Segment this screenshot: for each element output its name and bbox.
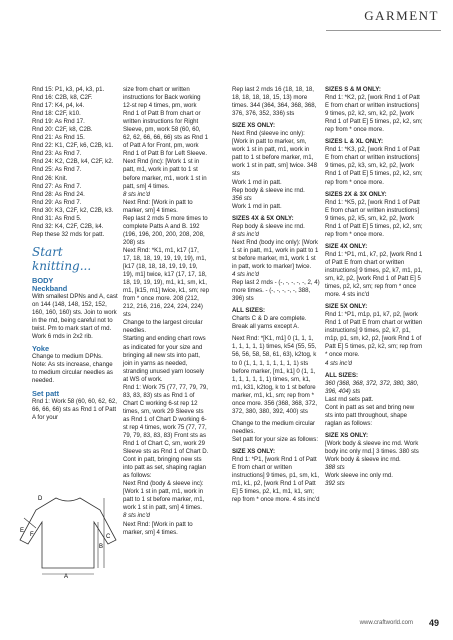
paragraph: 8 sts inc'd [123, 512, 150, 520]
set-patt-rnd1: Rnd 1: Work 58 (60, 60, 62, 62, 66, 66, 66) sts as Rnd 1 of Patt A for your [32, 397, 117, 421]
neckband-text: With smallest DPNs and A, cast on 144 (148, 148, 152, 152, 160, 160, 160) sts. Join to work in the rnd, being careful not to twist. Pm to mark start of rnd. [32, 292, 118, 333]
column-3 [232, 86, 320, 504]
paragraph: Next Rnd: [Work in patt to marker, sm] 4 times. [123, 520, 193, 536]
neckband-rib: Work 6 rnds in 2x2 rib. [32, 333, 93, 341]
round-row: Rnd 23: As Rnd 7. [32, 150, 82, 158]
paragraph: Rep body & sleeve inc rnd. [232, 186, 305, 194]
round-row: Rnd 19: As Rnd 17. [32, 118, 85, 126]
yoke-heading: Yoke [32, 344, 50, 354]
start-knitting-heading: Start knitting... [32, 244, 92, 273]
round-row: Rnd 26: Knit. [32, 174, 68, 182]
round-row: Rnd 20: C2F, k8, C2B. [32, 126, 93, 134]
header [343, 0, 453, 26]
paragraph: 392 sts [325, 480, 345, 488]
round-row: Rnd 17: K4, p4, k4. [32, 102, 85, 110]
round-list [32, 86, 118, 239]
paragraph: Cont in patt as set and bring new sts into patt throughout, shape raglan as follows: [325, 403, 415, 427]
paragraph: 4 sts inc'd [325, 359, 352, 367]
diagram-label-d: D [38, 496, 43, 502]
round-row: Rnd 21: As Rnd 15. [32, 134, 85, 142]
paragraph: Charts C & D are complete. Break all yarns except A. [232, 315, 307, 331]
column-4 [325, 86, 423, 488]
paragraph: Rep last 2 rnds 5 more times to complete Patts A and B. 192 (196, 196, 200, 200, 208, 208, 208) sts [123, 214, 208, 246]
diagram-label-c: C [106, 534, 111, 540]
paragraph: Rnd 1: *K2, p2, [work Rnd 1 of Patt E from chart or written instructions] 9 times, p2, k2, sm, k2, p2, [work Rnd 1 of Patt E] 5 times, p2, k2, sm; rep from * once more. [325, 94, 423, 134]
paragraph: Rnd 1: *K5, p2, [work Rnd 1 of Patt E from chart or written instructions] 9 times, p2, k5, sm, k2, p2, [work Rnd 1 of Patt E] 5 times, p2, k2, sm; rep from * once more. [325, 198, 423, 238]
neckband-heading: Neckband [32, 283, 68, 293]
size-heading: SIZES L & XL ONLY: [325, 138, 384, 146]
paragraph: [Work body & sleeve inc rnd. Work body inc only rnd.] 3 times. 380 sts [325, 439, 419, 455]
size-heading: SIZES 2X & 3X ONLY: [325, 190, 387, 198]
round-row: Rnd 24: K2, C2B, k4, C2F, k2. [32, 158, 114, 166]
paragraph: 8 sts inc'd [232, 230, 259, 238]
diagram-label-e: E [20, 528, 25, 534]
round-row: Rep these 32 rnds for patt. [32, 230, 105, 238]
paragraph: size from chart or written instructions for Back working 12-st rep 4 times, pm, work Rnd 1 of Patt B from chart or written instructions for Right Sleeve, pm, work 58 (60, 60, 62, 62, 66, 66, 66) sts as Rnd 1 of Patt A for Front, pm, work Rnd 1 of Patt B for Left Sleeve. [123, 86, 209, 158]
size-heading: SIZE 4X ONLY: [325, 242, 368, 250]
paragraph: Rnd 1: *K3, p2, [work Rnd 1 of Patt E from chart or written instructions] 9 times, p2, k3, sm, k2, p2, [work Rnd 1 of Patt E] 5 times, p2, k2, sm; rep from * once more. [325, 146, 423, 186]
size-heading: SIZES 4X & 5X ONLY: [232, 214, 294, 222]
size-heading: ALL SIZES: [232, 307, 266, 315]
paragraph: Work 1 rnd in patt. [232, 178, 282, 186]
round-row: Rnd 15: P1, k3, p4, k3, p1. [32, 86, 105, 93]
paragraph: Next Rnd: [Work in patt to marker, sm] 4 times. [123, 198, 193, 214]
column-1 [32, 86, 118, 422]
yoke-note: Note: As sts increase, change to medium circular needles as needed. [32, 361, 113, 385]
paragraph: Work body & sleeve inc rnd. [325, 456, 401, 464]
size-heading: SIZE XS ONLY: [232, 447, 276, 455]
paragraph: Next Rnd (body & sleeve inc): [Work 1 st in patt, m1, work in patt to 1 st before marker, m1, work 1 st in patt, sm] 4 times. [123, 480, 205, 512]
round-row: Rnd 25: As Rnd 7. [32, 166, 82, 174]
paragraph: Next Rnd (inc): [Work 1 st in patt, m1, work in patt to 1 st before marker, m1, work 1 st in patt, sm] 4 times. [123, 158, 207, 190]
round-row: Rnd 32: K4, C2F, C2B, k4. [32, 222, 104, 230]
paragraph: Rep last 2 rnds - (-, -, -, -, -, 2, 4) more times. - (-, -, -, -, -, 388, 396) sts [232, 279, 320, 303]
diagram-label-f: F [30, 532, 34, 538]
paragraph: Change to the largest circular needles. [123, 319, 203, 335]
round-row: Rnd 18: C2F, k10. [32, 110, 81, 118]
paragraph: Work sleeve inc only rnd. [325, 472, 393, 480]
paragraph: Next Rnd (body inc only): [Work 1 st in patt, m1, work in patt to 1 st before marker, m1, work 1 st in patt, work to marker] twice. [232, 238, 319, 270]
page-number: 49 [428, 618, 439, 628]
paragraph: 8 sts inc'd [123, 190, 150, 198]
paragraph: Cont in patt, bringing new sts into patt as set, shaping raglan as follows: [123, 456, 206, 480]
paragraph: Next Rnd: *K1, m1, k17 (17, 17, 18, 18, 19, 19, 19, 19), m1, [k17 (18, 18, 18, 19, 19, 19, 19), m1] twice, k17 (17, 17, 18, 18, 19, 19, 19), m1, k1, sm, k1, m1, [k15, m1] twice, k1, sm; rep from * once more. 208 (212, 212, 216, 216, 224, 224, 224) sts [123, 246, 210, 319]
round-row: Rnd 27: As Rnd 7. [32, 182, 82, 190]
size-heading: SIZE 5X ONLY: [325, 303, 368, 311]
size-heading: SIZE XS ONLY: [325, 431, 369, 439]
paragraph: Rnd 1: *P1, [work Rnd 1 of Patt E from chart or written instructions] 9 times, p1, sm, k1, m1, k1, p2, [work Rnd 1 of Patt E] 5 times, p2, k1, m1, k1, sm; rep from * once more. 4 sts inc'd [232, 456, 320, 504]
paragraph: Rep last 2 rnds 16 (18, 18, 18, 18, 18, 18, 18, 15, 13) more times. 344 (364, 364, 368, 368, 376, 376, 352, 336) sts [232, 86, 317, 118]
footer-url: www.craftworld.com [359, 620, 413, 626]
paragraph: 356 sts [232, 194, 252, 202]
round-row: Rnd 22: K1, C2F, k6, C2B, k1. [32, 142, 114, 150]
paragraph: 4 sts inc'd [232, 271, 259, 279]
paragraph: Starting and ending chart rows as indicated for your size and bringing all new sts into patt, join in yarns as needed, stranding unused yarn loosely at WS of work. [123, 335, 206, 383]
size-heading: SIZE XS ONLY: [232, 122, 276, 130]
round-row: Rnd 28: As Rnd 24. [32, 190, 85, 198]
size-heading: ALL SIZES: [325, 371, 359, 379]
body-heading: BODY [32, 275, 54, 285]
paragraph: Work 1 rnd in patt. [232, 202, 282, 210]
yoke-text: Change to medium DPNs. [32, 353, 103, 361]
paragraph: Rnd 1: Work 75 (77, 77, 79, 79, 83, 83, 83) sts as Rnd 1 of Chart C working 6-st rep 12 times, sm, work 29 Sleeve sts as Rnd 1 of Chart D working 6-st rep 4 times, work 75 (77, 77, 79, 79, 83, 83, 83) Front sts as Rnd 1 of Chart C, sm, work 29 Sleeve sts as Rnd 1 of Chart D. [123, 383, 209, 456]
paragraph: Last rnd sets patt. [325, 395, 374, 403]
paragraph: Rep body & sleeve inc rnd. [232, 222, 305, 230]
round-row: Rnd 29: As Rnd 7. [32, 198, 82, 206]
set-patt-heading: Set patt [32, 388, 60, 398]
size-heading: SIZES S & M ONLY: [325, 86, 381, 93]
round-row: Rnd 16: C2B, k8, C2F. [32, 94, 93, 102]
paragraph: Rnd 1: *P1, m1p, p1, k7, p2, [work Rnd 1 of Patt E from chart or written instructions] 9 times, p2, k7, p1, m1p, p1, sm, k2, p2, [work Rnd 1 of Patt E] 5 times, p2, k2, sm; rep from * once more. [325, 311, 423, 359]
paragraph: Set patt for your size as follows: [232, 435, 319, 443]
column-2 [123, 86, 209, 537]
round-row: Rnd 30: K3, C2F, k2, C2B, k3. [32, 206, 114, 214]
paragraph: 388 sts [325, 464, 345, 472]
paragraph: Next Rnd: *[K1, m1] 0 (1, 1, 1, 1, 1, 1, 1, 1) times, k54 (55, 55, 56, 56, 58, 58, 61, 63), k2tog, k to 0 (1, 1, 1, 1, 1, 1, 1, 1) sts before marker, [m1, k1] 0 (1, 1, 1, 1, 1, 1, 1, 1) times, sm, k1, m1, k31, k2tog, k to 1 st before marker, m1, k1, sm; rep from * once more. 356 (368, 368, 372, 372, 380, 380, 392, 400) sts [232, 335, 318, 415]
paragraph: Next Rnd (sleeve inc only): [Work in patt to marker, sm, work 1 st in patt, m1, work in patt to 1 st before marker, m1, work 1 st in patt, sm] twice. 348 sts [232, 130, 318, 178]
diagram-label-a: A [64, 574, 69, 578]
round-row: Rnd 31: As Rnd 5. [32, 214, 82, 222]
section-title: GARMENT [364, 8, 439, 23]
sweater-schematic-diagram [18, 492, 118, 578]
header-rule [326, 30, 441, 31]
paragraph: Rnd 1: *P1, m1, k7, p2, [work Rnd 1 of Patt E from chart or written instructions] 9 times, p2, k7, m1, p1, sm, k2, p2, [work Rnd 1 of Patt E] 5 times, p2, k2, sm; rep from * once more. 4 sts inc'd [325, 250, 423, 299]
diagram-label-b: B [99, 544, 104, 550]
paragraph: Change to the medium circular needles. [232, 419, 315, 435]
paragraph: 360 (368, 368, 372, 372, 380, 380, 396, 404) sts [325, 379, 419, 395]
